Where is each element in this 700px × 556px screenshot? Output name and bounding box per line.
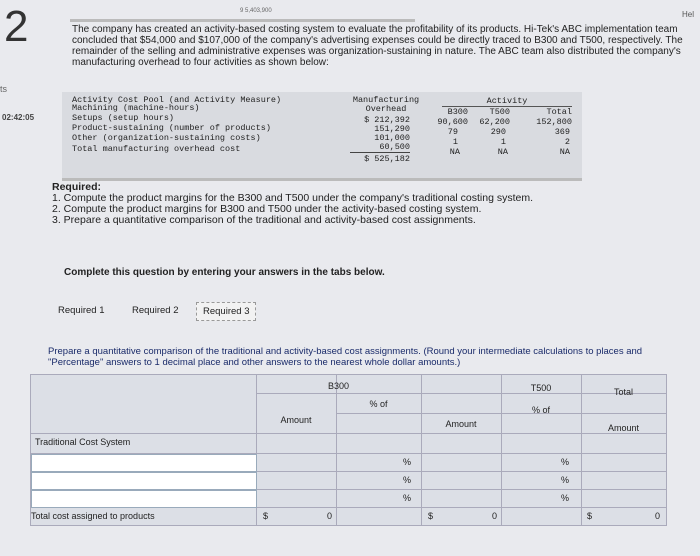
tab-required-2[interactable]: Required 2 bbox=[132, 305, 179, 316]
header-total: Total bbox=[613, 387, 633, 397]
row-label: Product-sustaining (number of products) bbox=[72, 123, 271, 133]
overhead-value: 101,000 bbox=[374, 133, 410, 143]
header-mo2: Overhead bbox=[365, 104, 407, 114]
dollar-sign: $ bbox=[263, 511, 269, 521]
t500-value: NA bbox=[497, 147, 508, 157]
header-activity: Activity bbox=[442, 96, 572, 107]
required-item: 1. Compute the product margins for the B300 and T500 under the company's traditional costing system. bbox=[52, 192, 533, 204]
required-item: 3. Prepare a quantitative comparison of the traditional and activity-based cost assignments. bbox=[52, 214, 476, 226]
row-label-input[interactable] bbox=[31, 490, 257, 508]
header-mo: Manufacturing bbox=[352, 95, 420, 105]
row-label: Machining (machine-hours) bbox=[72, 103, 200, 113]
b300-total-amount: 0 bbox=[327, 511, 333, 521]
timer: 02:42:05 bbox=[2, 113, 35, 122]
pct-sign: % bbox=[561, 457, 570, 467]
row-label: Other (organization-sustaining costs) bbox=[72, 133, 261, 143]
pct-sign: % bbox=[403, 457, 412, 467]
question-number: 2 bbox=[4, 2, 29, 51]
pct-sign: % bbox=[403, 493, 412, 503]
header-amount: Amount bbox=[280, 415, 312, 425]
pct-sign: % bbox=[561, 475, 570, 485]
overhead-value: 151,290 bbox=[374, 124, 410, 134]
overhead-value: $ 212,392 bbox=[364, 115, 410, 125]
row-label-input[interactable] bbox=[31, 472, 257, 490]
pct-sign: % bbox=[561, 493, 570, 503]
comparison-table bbox=[30, 374, 667, 526]
total-value: 2 bbox=[564, 137, 570, 147]
header-amount: Amount bbox=[445, 419, 477, 429]
pct-sign: % bbox=[403, 475, 412, 485]
header-pct-of: % of bbox=[531, 405, 550, 415]
header-t500: T500 bbox=[530, 383, 552, 393]
sidebar-label: ts bbox=[0, 84, 8, 94]
requirements bbox=[52, 182, 533, 226]
t500-value: 62,200 bbox=[479, 117, 510, 127]
total-value: NA bbox=[559, 147, 570, 157]
row-label-input[interactable] bbox=[31, 454, 257, 472]
row-label: Total manufacturing overhead cost bbox=[72, 144, 241, 154]
row-traditional: Traditional Cost System bbox=[35, 437, 131, 447]
b300-value: NA bbox=[449, 147, 460, 157]
tab-required-3[interactable]: Required 3 bbox=[196, 302, 256, 321]
complete-instructions: Complete this question by entering your answers in the tabs below. bbox=[64, 267, 385, 278]
dollar-sign: $ bbox=[587, 511, 593, 521]
row-label: Setups (setup hours) bbox=[72, 113, 175, 123]
col-total: Total bbox=[546, 107, 572, 117]
tab-instructions: Prepare a quantitative comparison of the traditional and activity-based cost assignments. (Round your intermediate calculations to places and "Percentage" answers to 1 decimal place and other answers to the nearest whole dollar amounts.) bbox=[48, 346, 643, 368]
b300-value: 1 bbox=[452, 137, 458, 147]
dollar-sign: $ bbox=[428, 511, 434, 521]
t500-value: 290 bbox=[490, 127, 506, 137]
header-amount: Amount bbox=[607, 423, 640, 433]
required-item: 2. Compute the product margins for B300 and T500 under the activity-based costing system. bbox=[52, 203, 482, 215]
required-title: Required: bbox=[52, 181, 102, 193]
col-b300: B300 bbox=[447, 107, 468, 117]
overhead-total: $ 525,182 bbox=[364, 154, 410, 164]
header-b300: B300 bbox=[327, 381, 350, 391]
t500-value: 1 bbox=[500, 137, 506, 147]
t500-total-amount: 0 bbox=[492, 511, 498, 521]
b300-value: 79 bbox=[447, 127, 458, 137]
tab-required-1[interactable]: Required 1 bbox=[58, 305, 105, 316]
header-pool: Activity Cost Pool (and Activity Measure) bbox=[72, 95, 282, 105]
col-t500: T500 bbox=[489, 107, 510, 117]
help-link[interactable]: Hel bbox=[682, 10, 695, 19]
grand-total-amount: 0 bbox=[655, 511, 661, 521]
total-value: 369 bbox=[554, 127, 570, 137]
b300-value: 90,600 bbox=[437, 117, 468, 127]
abc-activity-table bbox=[62, 92, 582, 181]
total-value: 152,800 bbox=[536, 117, 572, 127]
overhead-value: 60,500 bbox=[350, 142, 410, 153]
header-pct-of: % of bbox=[369, 399, 388, 409]
row-total: Total cost assigned to products bbox=[31, 511, 155, 521]
page-code: 9 5,403,900 bbox=[240, 8, 272, 14]
question-intro: The company has created an activity-based costing system to evaluate the profitability of its products. Hi-Tek's ABC implementation team concluded that $54,000 and $107,000 of the company's advertising expenses could be directly traced to B300 and T500, respectively. The remainder of the selling and administrative expenses was organization-sustaining in nature. The ABC team also distributed the company's manufacturing overhead to four activities as shown below: bbox=[72, 24, 683, 68]
